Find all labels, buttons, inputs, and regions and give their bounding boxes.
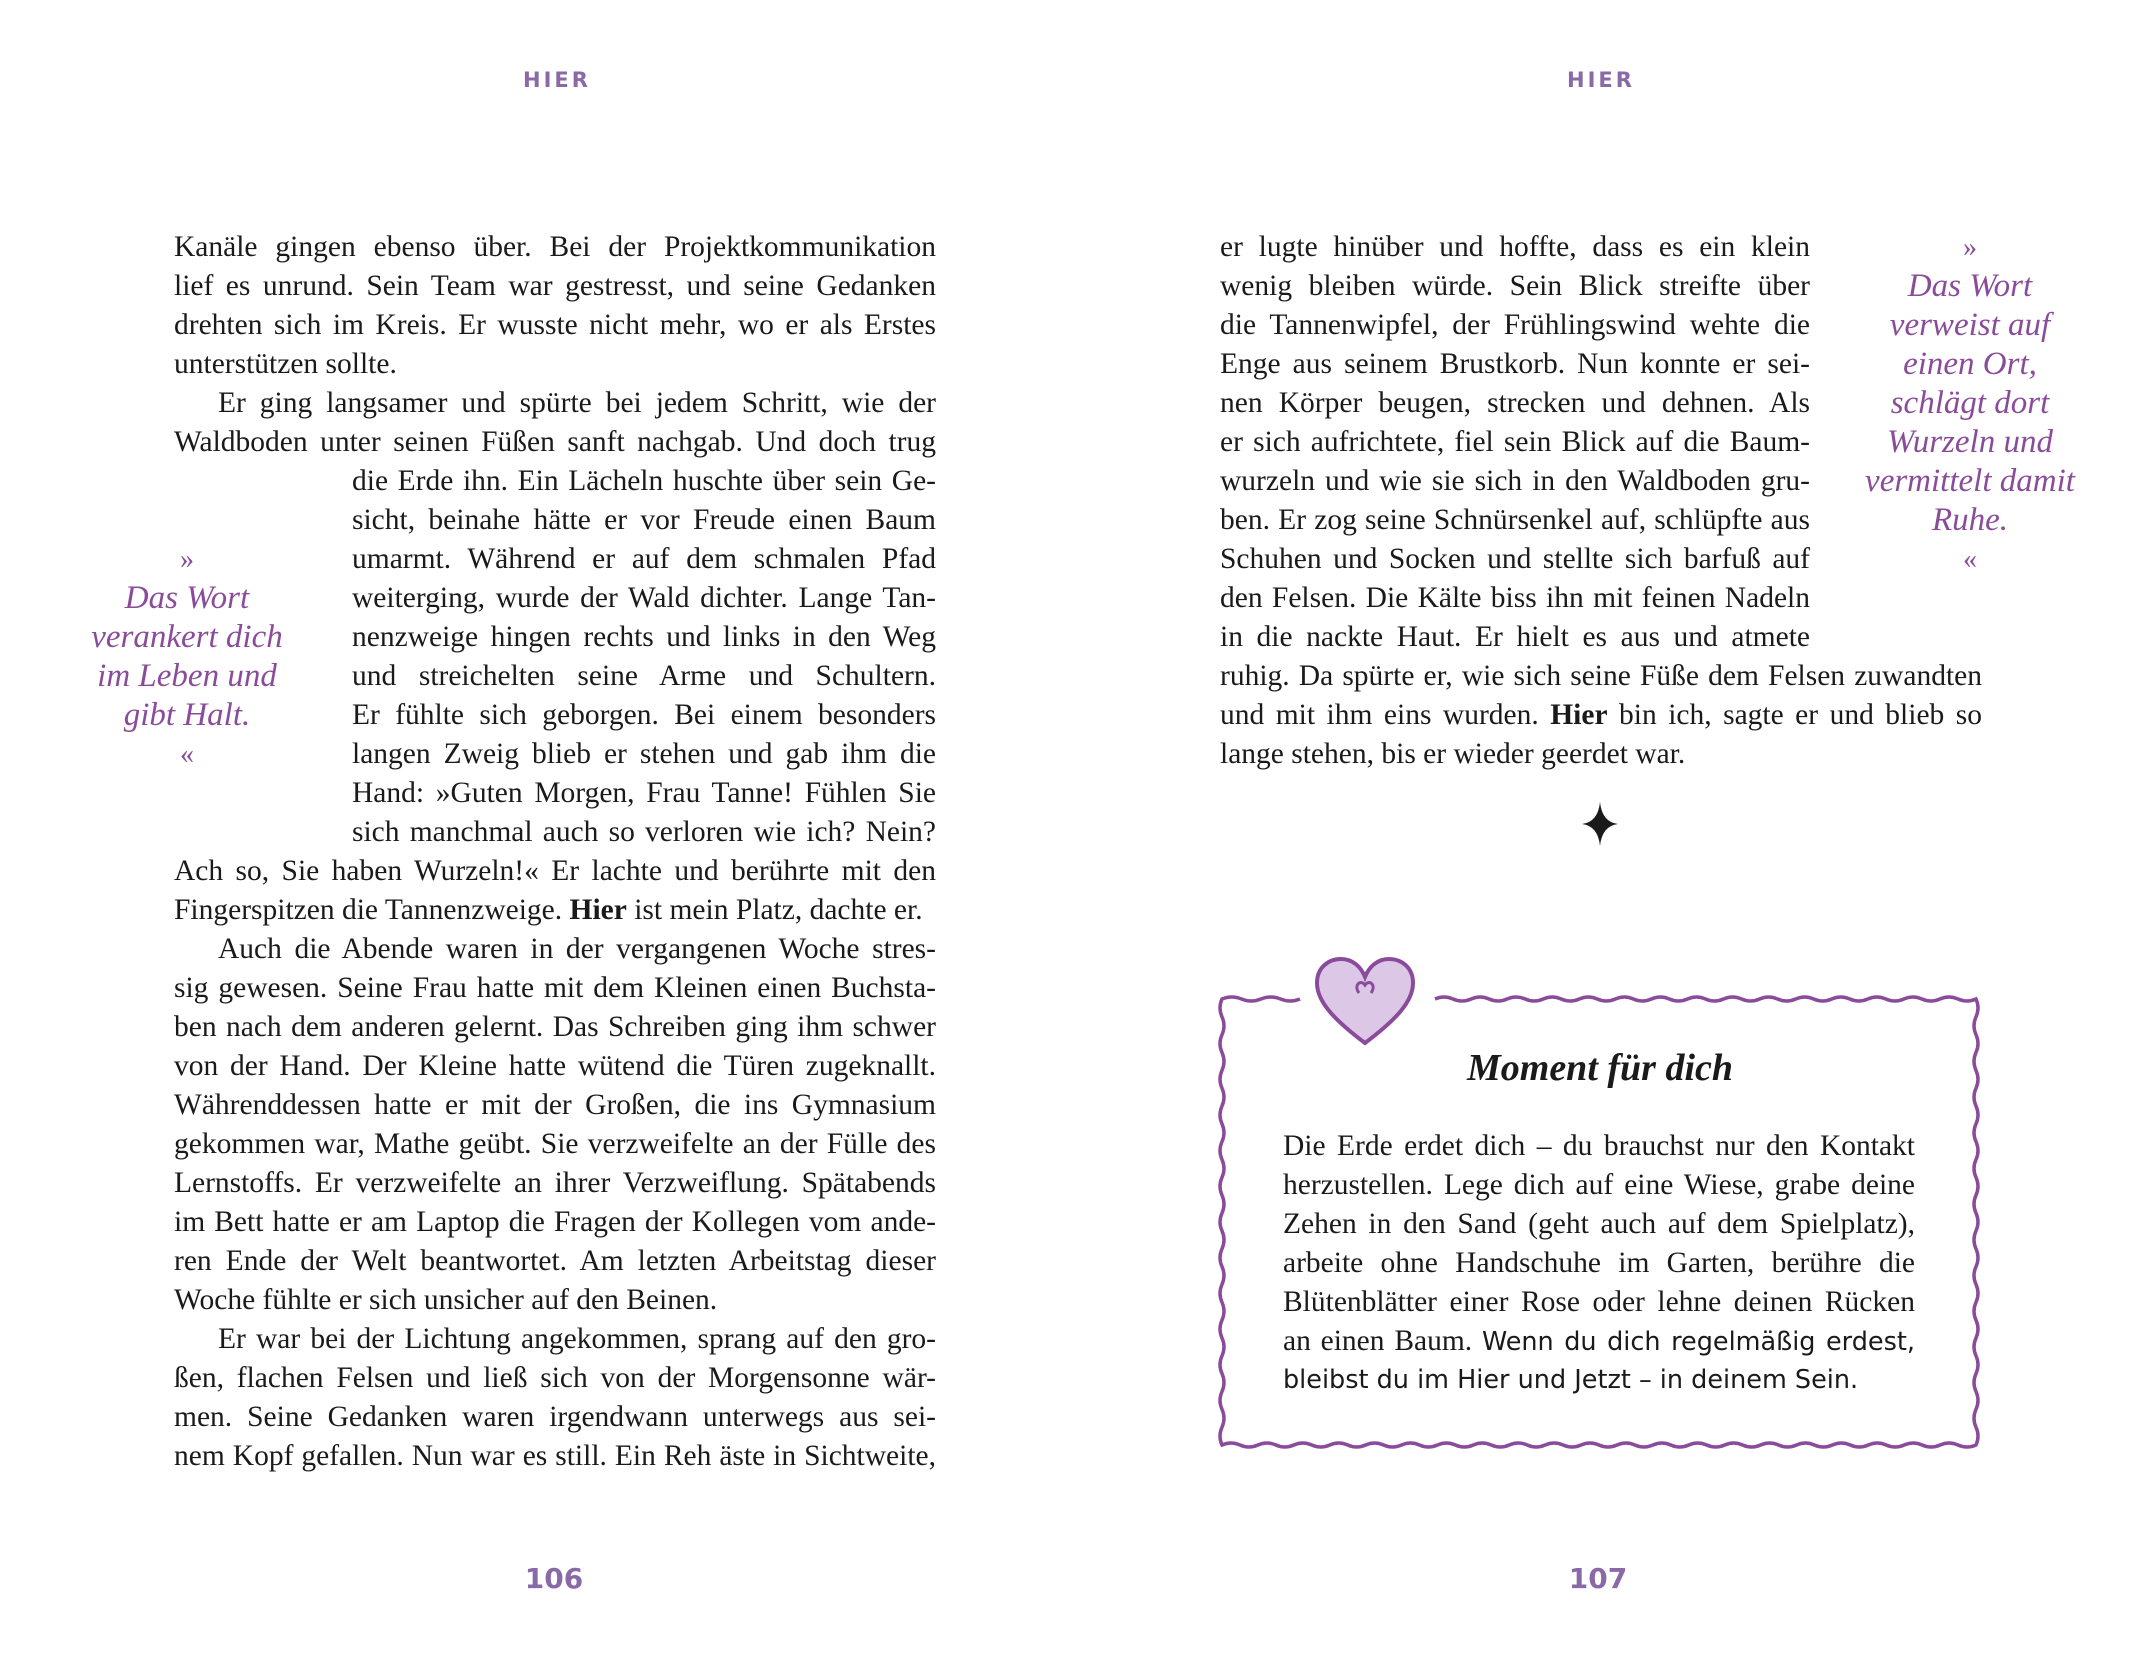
text-line: Er war bei der Lichtung angekommen, sprang auf den gro- xyxy=(218,1323,936,1355)
text-line: er sich aufrichtete, fiel sein Blick auf die Baum- xyxy=(1220,426,1810,458)
text-line: Kanäle gingen ebenso über. Bei der Projektkommunikation xyxy=(174,231,936,263)
pull-quote-line: Ruhe. xyxy=(1931,502,2009,538)
box-text-line: Die Erde erdet dich – du brauchst nur den Kontakt xyxy=(1283,1130,1915,1162)
text-line: von der Hand. Der Kleine hatte wütend die Türen zugeknallt. xyxy=(174,1050,936,1082)
text-line: Lernstoffs. Er verzweifelte an ihrer Verzweiflung. Spätabends xyxy=(174,1167,936,1199)
text-line: Er fühlte sich geborgen. Bei einem besonders xyxy=(352,699,936,731)
emphasis-hier: Hier xyxy=(569,894,627,926)
text-line xyxy=(1220,696,1982,735)
text-line: unterstützen sollte. xyxy=(174,348,397,380)
text-line: die Erde ihn. Ein Lächeln huschte über sein Ge- xyxy=(352,465,936,497)
text-line: den Felsen. Die Kälte biss ihn mit feinen Nadeln xyxy=(1220,582,1810,614)
pull-quote-line: schlägt dort xyxy=(1890,385,2050,421)
running-head-left: HIER xyxy=(523,68,591,92)
text-run: an einen Baum. xyxy=(1283,1325,1482,1357)
page-number-left: 106 xyxy=(524,1562,584,1595)
text-line xyxy=(174,891,936,930)
four-point-star-icon xyxy=(1580,800,1620,848)
pull-quote-line: Das Wort xyxy=(124,580,250,616)
quote-close-mark: « xyxy=(1963,544,1977,575)
text-line: und streichelten seine Arme und Schultern. xyxy=(352,660,936,692)
text-line: Auch die Abende waren in der vergangenen Woche stres- xyxy=(218,933,936,965)
text-line: Hand: »Guten Morgen, Frau Tanne! Fühlen Sie xyxy=(352,777,936,809)
text-line: nen Körper beugen, strecken und dehnen. Als xyxy=(1220,387,1810,419)
text-line: lange stehen, bis er wieder geerdet war. xyxy=(1220,738,1686,770)
text-line: wurzeln und wie sie sich in den Waldboden gru- xyxy=(1220,465,1810,497)
pull-quote-line: Wurzeln und xyxy=(1887,424,2053,460)
pull-quote-line: einen Ort, xyxy=(1903,346,2037,382)
text-line: Waldboden unter seinen Füßen sanft nachgab. Und doch trug xyxy=(174,426,936,458)
text-line: ruhig. Da spürte er, wie sich seine Füße dem Felsen zuwandten xyxy=(1220,660,1982,692)
text-line: nenzweige hingen rechts und links in den Weg xyxy=(352,621,936,653)
quote-close-mark: « xyxy=(180,739,194,770)
text-line: Währenddessen hatte er mit der Großen, die ins Gymnasium xyxy=(174,1089,936,1121)
text-line: wenig bleiben würde. Sein Blick streifte über xyxy=(1220,270,1810,302)
pull-quote-left xyxy=(72,540,302,774)
moment-box-title: Moment für dich xyxy=(1466,1047,1734,1089)
text-line: sig gewesen. Seine Frau hatte mit dem Kleinen einen Buchsta- xyxy=(174,972,936,1004)
quote-open-mark: » xyxy=(1963,232,1977,263)
heart-icon xyxy=(1313,955,1417,1049)
text-line: umarmt. Während er auf dem schmalen Pfad xyxy=(352,543,936,575)
text-run: Fingerspitzen die Tannenzweige. xyxy=(174,894,570,926)
pull-quote-line: Das Wort xyxy=(1907,268,2033,304)
emphasis-hier: Hier xyxy=(1550,699,1608,731)
text-line: langen Zweig blieb er stehen und gab ihm die xyxy=(352,738,936,770)
text-run: und mit ihm eins wurden. xyxy=(1220,699,1551,731)
pull-quote-line: verankert dich xyxy=(91,619,283,655)
box-text-sans-run: Wenn du dich regelmäßig erdest, xyxy=(1481,1327,1915,1357)
text-line: ben nach dem anderen gelernt. Das Schreiben ging ihm schwer xyxy=(174,1011,936,1043)
running-head-right: HIER xyxy=(1567,68,1635,92)
box-text-line: Zehen in den Sand (geht auch auf dem Spielplatz), xyxy=(1283,1208,1915,1240)
text-line: ben. Er zog seine Schnürsenkel auf, schlüpfte aus xyxy=(1220,504,1810,536)
text-line: sicht, beinahe hätte er vor Freude einen Baum xyxy=(352,504,936,536)
quote-open-mark: » xyxy=(180,544,194,575)
box-text-line: herzustellen. Lege dich auf eine Wiese, grabe deine xyxy=(1283,1169,1915,1201)
pull-quote-right xyxy=(1850,228,2090,579)
pull-quote-line: im Leben und xyxy=(97,658,277,694)
text-line: ren Ende der Welt beantwortet. Am letzten Arbeitstag dieser xyxy=(174,1245,936,1277)
text-line: im Bett hatte er am Laptop die Fragen der Kollegen vom ande- xyxy=(174,1206,936,1238)
text-line: ßen, flachen Felsen und ließ sich von der Morgensonne wär- xyxy=(174,1362,936,1394)
text-line: nem Kopf gefallen. Nun war es still. Ein Reh äste in Sichtweite, xyxy=(174,1440,936,1472)
text-run: bin ich, sagte er und blieb so xyxy=(1607,699,1982,731)
text-line: die Tannenwipfel, der Frühlingswind wehte die xyxy=(1220,309,1810,341)
text-line: in die nackte Haut. Er hielt es aus und atmete xyxy=(1220,621,1810,653)
text-line: Enge aus seinem Brustkorb. Nun konnte er sei- xyxy=(1220,348,1810,380)
text-line: Schuhen und Socken und stellte sich barfuß auf xyxy=(1220,543,1810,575)
text-line: men. Seine Gedanken waren irgendwann unterwegs aus sei- xyxy=(174,1401,936,1433)
box-text-line xyxy=(1283,1322,1915,1361)
text-line: Er ging langsamer und spürte bei jedem Schritt, wie der xyxy=(218,387,936,419)
text-line: sich manchmal auch so verloren wie ich? Nein? xyxy=(352,816,936,848)
box-text-line: bleibst du im Hier und Jetzt – in deinem Sein. xyxy=(1283,1365,1859,1395)
pull-quote-line: vermittelt damit xyxy=(1865,463,2075,499)
box-text-line: Blütenblätter einer Rose oder lehne deinen Rücken xyxy=(1283,1286,1915,1318)
text-line: gekommen war, Mathe geübt. Sie verzweifelte an der Fülle des xyxy=(174,1128,936,1160)
text-line: drehten sich im Kreis. Er wusste nicht mehr, wo er als Erstes xyxy=(174,309,936,341)
page-number-right: 107 xyxy=(1568,1562,1628,1595)
pull-quote-line: gibt Halt. xyxy=(123,697,251,733)
text-line: er lugte hinüber und hoffte, dass es ein klein xyxy=(1220,231,1810,263)
text-line: Ach so, Sie haben Wurzeln!« Er lachte und berührte mit den xyxy=(174,855,936,887)
text-line: lief es unrund. Sein Team war gestresst, und seine Gedanken xyxy=(174,270,936,302)
text-run: ist mein Platz, dachte er. xyxy=(626,894,923,926)
text-line: weiterging, wurde der Wald dichter. Lange Tan- xyxy=(352,582,936,614)
box-text-line: arbeite ohne Handschuhe im Garten, berühre die xyxy=(1283,1247,1915,1279)
pull-quote-line: verweist auf xyxy=(1889,307,2051,343)
text-line: Woche fühlte er sich unsicher auf den Beinen. xyxy=(174,1284,718,1316)
